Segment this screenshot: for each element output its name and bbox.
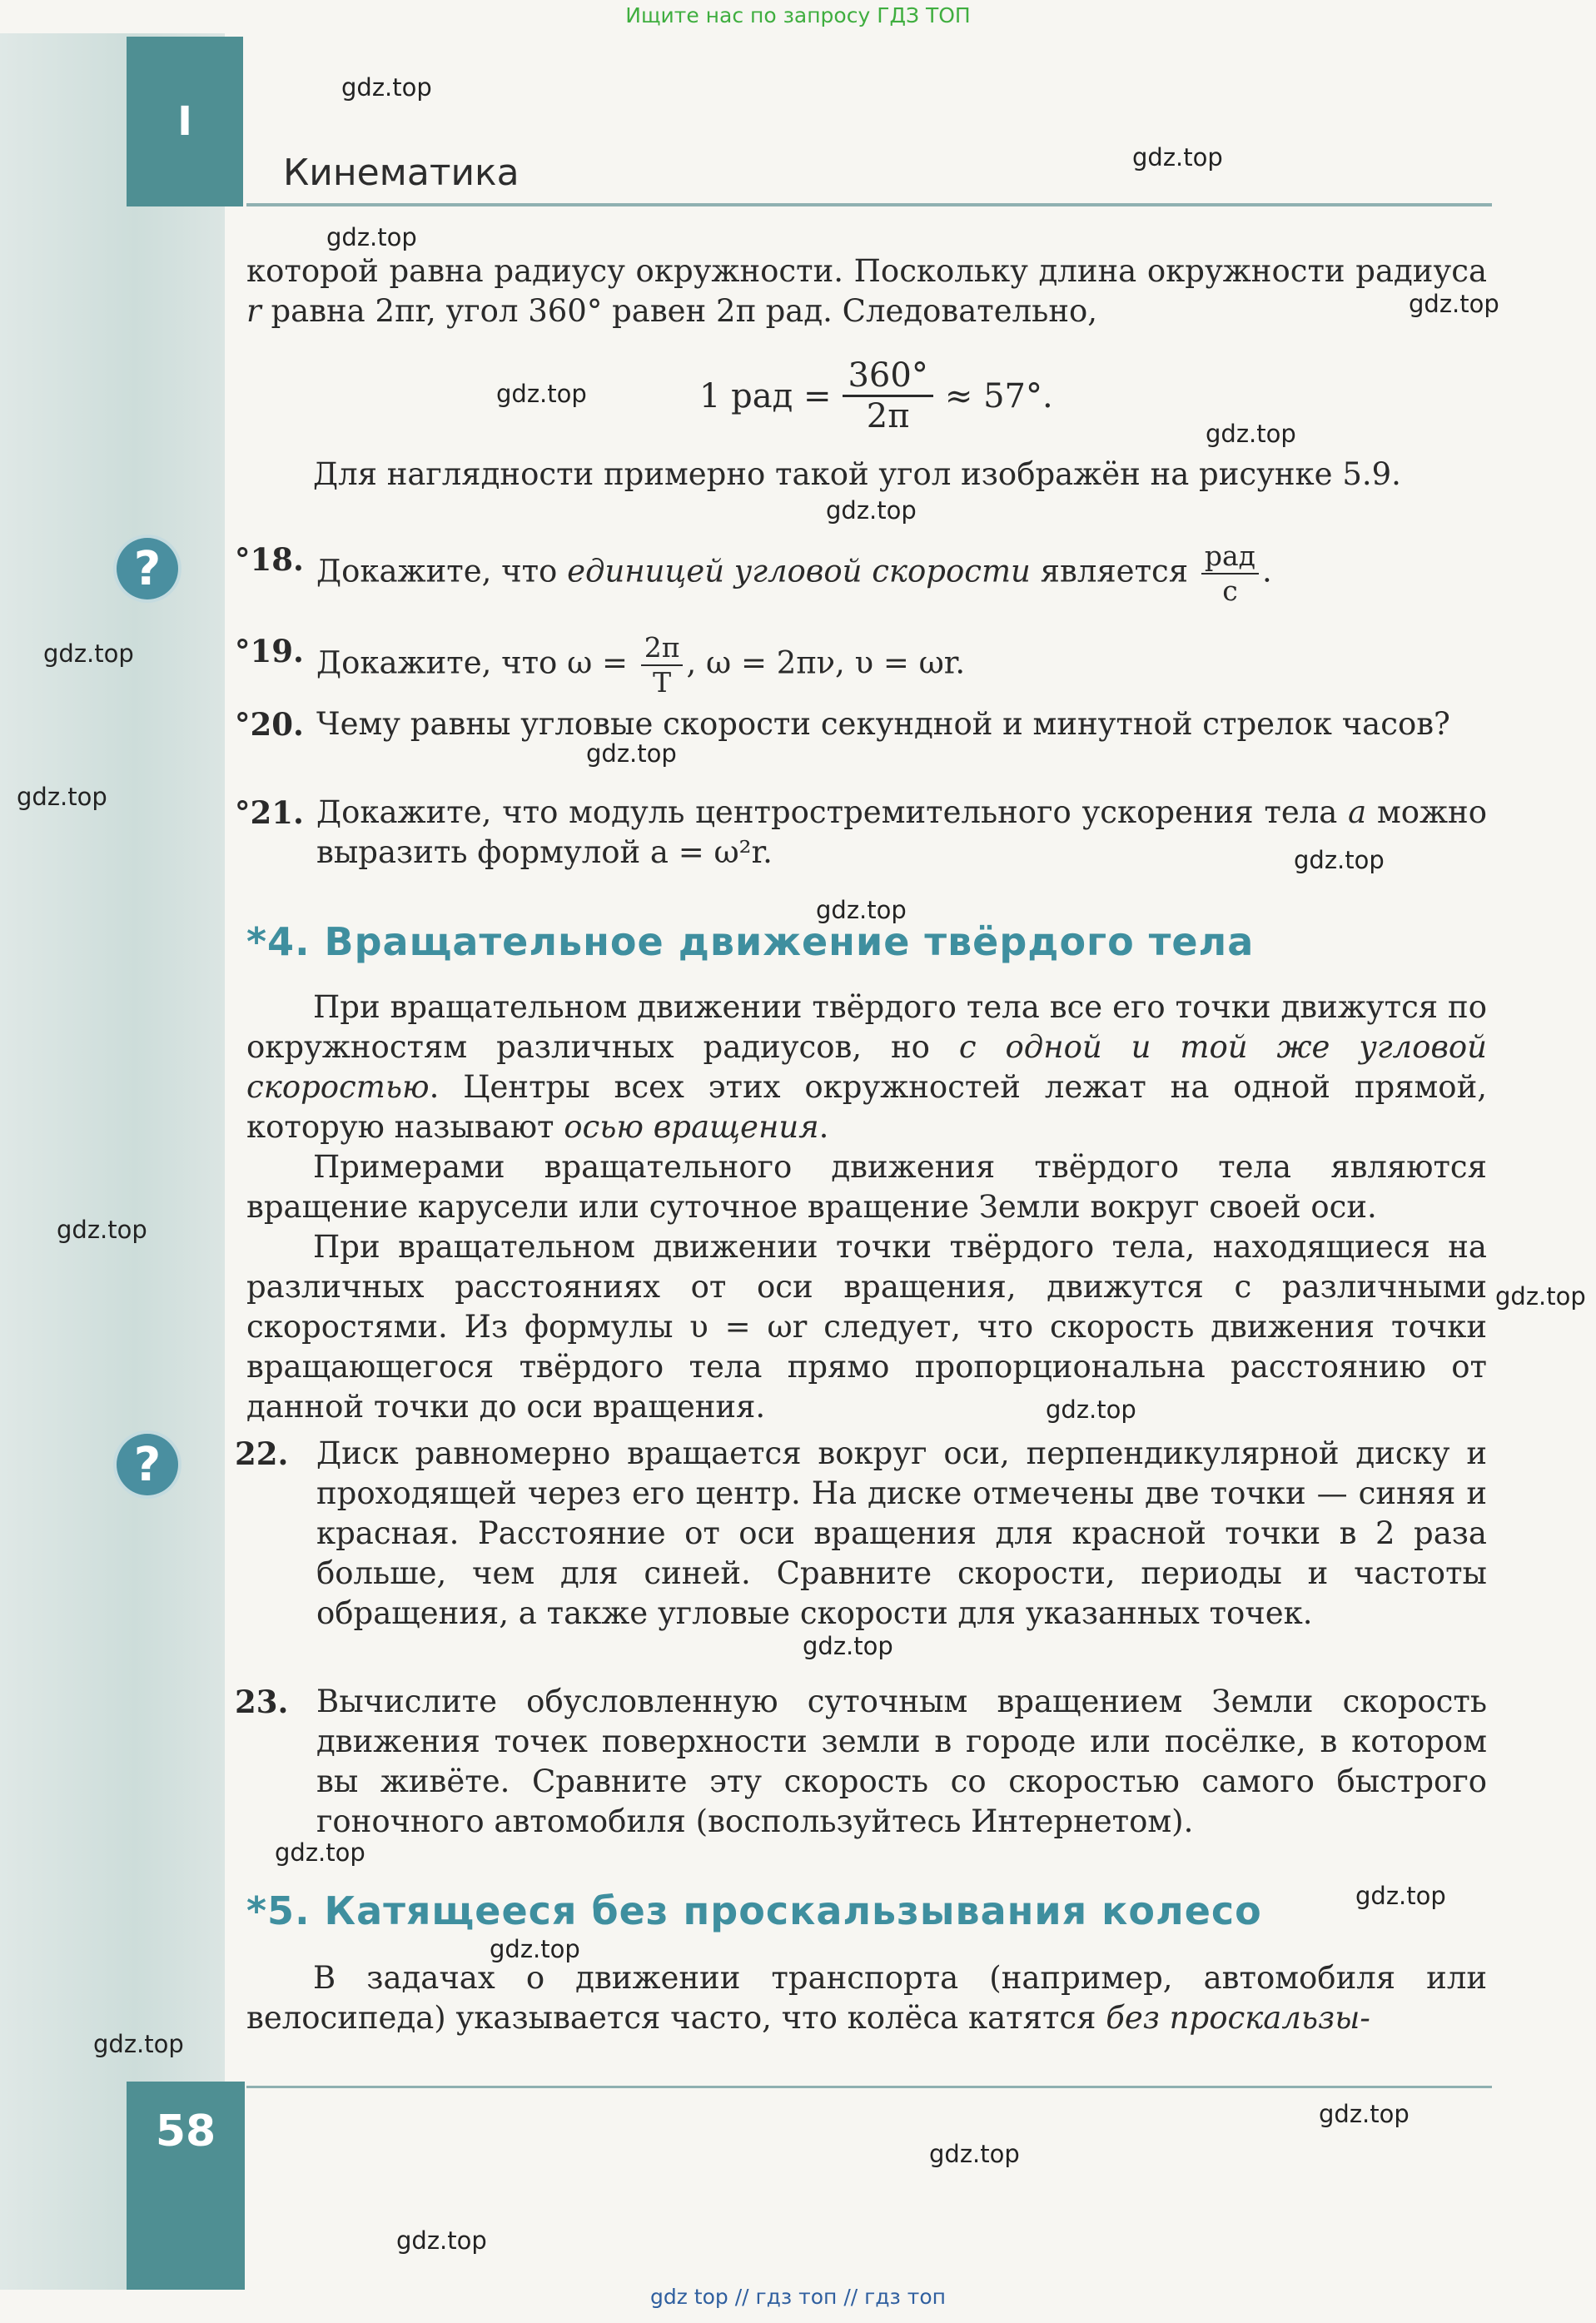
formula-right: ≈ 57°. <box>944 376 1053 415</box>
chapter-tab: I <box>127 37 243 206</box>
intro-line2: равна 2πr, угол 360° равен 2π рад. Следовательно, <box>261 293 1098 329</box>
watermark: gdz.top <box>1294 846 1385 874</box>
s4-p3: При вращательном движении точки твёрдого тела, находящиеся на различных расстояниях от оси вращения, движутся с различными скоростями. Из формулы υ = ωr следует, что скорость движения точки вращающегося твёрдого тела прямо пропорциональна расстоянию от данной точки до оси вращения. <box>246 1229 1487 1425</box>
watermark: gdz.top <box>341 73 432 102</box>
top-banner[interactable]: Ищите нас по запросу ГДЗ ТОП <box>625 3 971 27</box>
q18-frac-num: рад <box>1201 540 1259 575</box>
watermark: gdz.top <box>1355 1882 1446 1910</box>
question-18 <box>235 540 1487 608</box>
q19-pre: Докажите, что ω = <box>316 644 629 681</box>
watermark: gdz.top <box>826 496 917 525</box>
question-19 <box>235 631 1487 699</box>
s4-p1a: При вращательном движении твёрдого тела все его точки движутся по окружностям различных радиусов, но <box>246 989 1487 1065</box>
formula-den: 2π <box>866 397 910 435</box>
q18-pre: Докажите, что <box>316 553 568 589</box>
left-margin-strip <box>0 33 225 2290</box>
question-20 <box>235 704 1487 744</box>
s4-p1em2: осью вращения <box>564 1109 819 1145</box>
s5-p1a: В задачах о движении транспорта (например, автомобиля или велосипеда) указывается часто, что колёса катятся <box>246 1960 1487 2036</box>
question-number: 22. <box>235 1435 289 1472</box>
q22-text: Диск равномерно вращается вокруг оси, перпендикулярной диску и проходящей через его центр. На диске отмечены две точки — синяя и красная. Расстояние от оси вращения для красной точки в 2 раза больше, чем для синей. Сравните скорости, периоды и частоты обращения, а также угловые скорости для указанных точек. <box>316 1435 1487 1631</box>
formula-num: 360° <box>843 356 932 397</box>
page-number: 58 <box>127 2082 245 2290</box>
question-number: 23. <box>235 1684 289 1720</box>
watermark: gdz.top <box>17 783 107 811</box>
s4-p1c: . <box>818 1109 829 1145</box>
s4-p1b: . Центры всех этих окружностей лежат на одной прямой, которую называют <box>246 1069 1487 1145</box>
s4-p1em: с одной и той же угловой скоростью <box>246 1029 1487 1105</box>
intro-line1: которой равна радиусу окружности. Поскольку длина окружности радиуса <box>246 253 1487 289</box>
q20-text: Чему равны угловые скорости секундной и минутной стрелок часов? <box>316 706 1450 742</box>
question-mark-icon: ? <box>117 538 178 599</box>
question-22 <box>235 1434 1487 1634</box>
question-number: °19. <box>235 633 304 669</box>
q18-em: единицей угловой скорости <box>567 553 1031 589</box>
watermark: gdz.top <box>490 1935 580 1963</box>
watermark: gdz.top <box>1409 290 1499 318</box>
question-number: °18. <box>235 541 304 578</box>
section-5-body <box>246 1958 1487 2038</box>
watermark: gdz.top <box>57 1216 147 1244</box>
watermark: gdz.top <box>326 223 417 251</box>
intro-paragraph <box>246 251 1487 331</box>
q18-post: является <box>1030 553 1189 589</box>
q19-post: , ω = 2πν, υ = ωr. <box>686 644 966 681</box>
q18-fraction <box>1201 540 1259 608</box>
footer-rule <box>246 2086 1492 2088</box>
q19-frac-den: T <box>653 666 672 699</box>
watermark: gdz.top <box>43 639 134 668</box>
watermark: gdz.top <box>1046 1395 1136 1424</box>
s4-p2: Примерами вращательного движения твёрдого тела являются вращение карусели или суточное вращение Земли вокруг своей оси. <box>246 1149 1487 1225</box>
intro-r: r <box>246 293 261 329</box>
intro-paragraph-2 <box>246 455 1487 495</box>
intro-para2: Для наглядности примерно такой угол изображён на рисунке 5.9. <box>313 456 1401 492</box>
watermark: gdz.top <box>1206 420 1296 448</box>
formula-left: 1 рад = <box>699 376 832 415</box>
running-head: Кинематика <box>283 152 520 194</box>
formula-fraction <box>843 356 932 435</box>
q21-em: a <box>1348 794 1367 830</box>
question-23 <box>235 1682 1487 1842</box>
q18-frac-den: с <box>1222 575 1238 607</box>
watermark: gdz.top <box>1495 1282 1586 1311</box>
q23-text: Вычислите обусловленную суточным вращением Земли скорость движения точек поверхности земли в городе или посёлке, в котором вы живёте. Сравните эту скорость со скоростью самого быстрого гоночного автомобиля (воспользуйтесь Интернетом). <box>316 1684 1487 1839</box>
question-number: °20. <box>235 706 304 743</box>
s5-p1em: без проскальзы- <box>1106 2000 1370 2036</box>
section-5-title: *5. Катящееся без проскальзывания колесо <box>246 1888 1262 1933</box>
section-4-title: *4. Вращательное движение твёрдого тела <box>246 919 1255 964</box>
watermark: gdz.top <box>803 1632 893 1660</box>
question-mark-icon: ? <box>117 1434 178 1495</box>
watermark: gdz.top <box>816 896 907 924</box>
question-number: °21. <box>235 794 304 831</box>
watermark: gdz.top <box>93 2030 184 2058</box>
watermark: gdz.top <box>396 2226 487 2255</box>
q19-fraction <box>641 631 684 699</box>
watermark: gdz.top <box>1319 2100 1410 2128</box>
header-rule <box>246 203 1492 206</box>
q21-pre: Докажите, что модуль центростремительного ускорения тела <box>316 794 1349 830</box>
bottom-banner[interactable]: gdz top // гдз топ // гдз топ <box>650 2285 946 2309</box>
section-4-body <box>246 987 1487 1427</box>
watermark: gdz.top <box>496 380 587 408</box>
q18-tail: . <box>1262 553 1272 589</box>
watermark: gdz.top <box>275 1838 365 1867</box>
q19-frac-num: 2π <box>641 631 684 666</box>
watermark: gdz.top <box>1132 143 1223 172</box>
watermark: gdz.top <box>929 2140 1020 2168</box>
q21-post: можно выразить формулой a = ω²r. <box>316 794 1487 870</box>
radian-formula <box>699 356 1053 435</box>
watermark: gdz.top <box>586 739 677 768</box>
